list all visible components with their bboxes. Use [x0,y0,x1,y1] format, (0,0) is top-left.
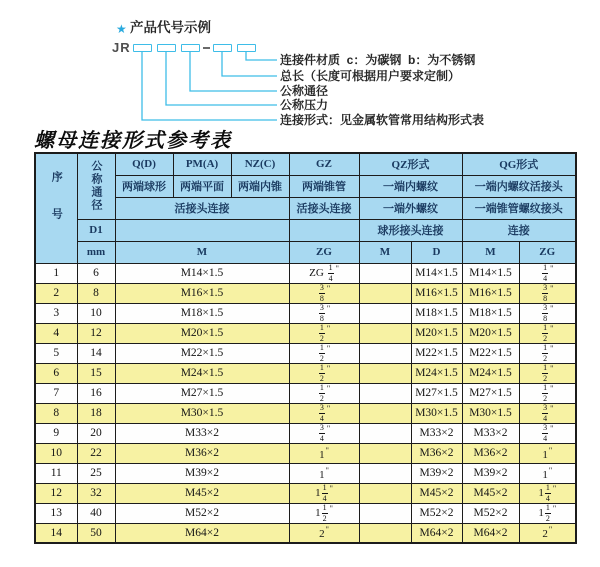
m-cell: M64×2 [115,523,289,543]
qz-m-cell [359,283,411,303]
header-qg-m: M [462,241,519,263]
qz-d-cell: M27×1.5 [411,383,462,403]
seq-cell: 5 [35,343,77,363]
qz-d-cell: M33×2 [411,423,462,443]
seq-cell: 9 [35,423,77,443]
m-cell: M30×1.5 [115,403,289,423]
header-code-gz: GZ [289,153,359,175]
seq-cell: 14 [35,523,77,543]
qg-zg-cell: $\frac{3}{8}$ " [519,303,576,323]
qg-m-cell: M22×1.5 [462,343,519,363]
header-mm: mm [77,241,115,263]
qg-zg-cell: $\frac{1}{4}$ " [519,263,576,283]
qz-m-cell [359,423,411,443]
qg-m-cell: M20×1.5 [462,323,519,343]
dn-cell: 16 [77,383,115,403]
qg-m-cell: M45×2 [462,483,519,503]
header-code-qg: QG形式 [462,153,576,175]
qg-m-cell: M64×2 [462,523,519,543]
m-cell: M24×1.5 [115,363,289,383]
header-conn-left: 活接头连接 [115,197,289,219]
gz-zg-cell: 1" [289,463,359,483]
seq-cell: 2 [35,283,77,303]
table-row [35,483,576,503]
qz-d-cell: M52×2 [411,503,462,523]
qg-zg-cell: $\frac{1}{2}$ " [519,383,576,403]
header-seq: 序号 [35,153,77,263]
seq-cell: 12 [35,483,77,503]
qz-m-cell [359,463,411,483]
qz-m-cell [359,443,411,463]
qg-zg-cell: 1 $\frac{1}{4}$ " [519,483,576,503]
qg-zg-cell: 1" [519,443,576,463]
gz-zg-cell: $\frac{3}{8}$ " [289,283,359,303]
header-conn2-qg: 连接 [462,219,576,241]
m-cell: M18×1.5 [115,303,289,323]
gz-zg-cell: ZG $\frac{1}{4}$ " [289,263,359,283]
m-cell: M52×2 [115,503,289,523]
header-desc-qz: 一端内螺纹 [359,175,462,197]
dn-cell: 50 [77,523,115,543]
header-conn2-qz: 球形接头连接 [359,219,462,241]
header-desc-q: 两端球形 [115,175,173,197]
qz-d-cell: M20×1.5 [411,323,462,343]
qz-m-cell [359,383,411,403]
dn-cell: 12 [77,323,115,343]
seq-cell: 13 [35,503,77,523]
dn-cell: 6 [77,263,115,283]
label-nominal-diameter: 公称通径 [280,84,329,98]
table-row [35,263,576,283]
header-desc-qg: 一端内螺纹活接头 [462,175,576,197]
header-code-qz: QZ形式 [359,153,462,175]
qz-m-cell [359,523,411,543]
table-row [35,343,576,363]
qg-zg-cell: $\frac{3}{4}$ " [519,423,576,443]
header-desc-gz: 两端锥管 [289,175,359,197]
qz-m-cell [359,303,411,323]
header-zg: ZG [289,241,359,263]
nut-connection-reference-table [34,152,577,544]
gz-zg-cell: $\frac{1}{2}$ " [289,383,359,403]
qz-d-cell: M24×1.5 [411,363,462,383]
gz-zg-cell: $\frac{1}{2}$ " [289,323,359,343]
qg-m-cell: M14×1.5 [462,263,519,283]
header-empty-left [115,219,289,241]
header-conn-gz: 活接头连接 [289,197,359,219]
qg-zg-cell: $\frac{3}{8}$ " [519,283,576,303]
qz-d-cell: M14×1.5 [411,263,462,283]
diagram-title: 产品代号示例 [130,20,211,35]
table-row [35,403,576,423]
gz-zg-cell: 1" [289,443,359,463]
label-total-length: 总长（长度可根据用户要求定制） [280,69,461,83]
qz-d-cell: M39×2 [411,463,462,483]
table-row [35,423,576,443]
dn-cell: 32 [77,483,115,503]
m-cell: M22×1.5 [115,343,289,363]
seq-cell: 4 [35,323,77,343]
gz-zg-cell: $\frac{3}{8}$ " [289,303,359,323]
qg-m-cell: M33×2 [462,423,519,443]
qg-m-cell: M16×1.5 [462,283,519,303]
seq-cell: 1 [35,263,77,283]
dn-cell: 14 [77,343,115,363]
header-conn-qz: 一端外螺纹 [359,197,462,219]
seq-cell: 6 [35,363,77,383]
qg-zg-cell: 2" [519,523,576,543]
table-title: 螺母连接形式参考表 [34,128,232,152]
qz-d-cell: M45×2 [411,483,462,503]
qg-zg-cell: $\frac{1}{2}$ " [519,343,576,363]
star-icon: ★ [116,22,127,36]
seq-cell: 8 [35,403,77,423]
header-code-q: Q(D) [115,153,173,175]
seq-cell: 3 [35,303,77,323]
qg-m-cell: M30×1.5 [462,403,519,423]
qz-d-cell: M22×1.5 [411,343,462,363]
m-cell: M14×1.5 [115,263,289,283]
dn-cell: 22 [77,443,115,463]
qz-d-cell: M36×2 [411,443,462,463]
header-qz-m: M [359,241,411,263]
gz-zg-cell: 2" [289,523,359,543]
table-row [35,303,576,323]
qg-zg-cell: $\frac{1}{2}$ " [519,323,576,343]
table-header [35,153,576,263]
qg-m-cell: M24×1.5 [462,363,519,383]
seq-cell: 10 [35,443,77,463]
dn-cell: 20 [77,423,115,443]
qz-d-cell: M30×1.5 [411,403,462,423]
dn-cell: 15 [77,363,115,383]
gz-zg-cell: 1 $\frac{1}{2}$ " [289,503,359,523]
m-cell: M36×2 [115,443,289,463]
table-row [35,523,576,543]
header-desc-pm: 两端平面 [173,175,231,197]
m-cell: M45×2 [115,483,289,503]
qz-m-cell [359,343,411,363]
qg-m-cell: M39×2 [462,463,519,483]
product-code-prefix: JR [112,40,131,55]
qg-zg-cell: 1" [519,463,576,483]
header-empty-gz [289,219,359,241]
m-cell: M39×2 [115,463,289,483]
qg-zg-cell: $\frac{3}{4}$ " [519,403,576,423]
header-conn-qg: 一端锥管螺纹接头 [462,197,576,219]
qz-m-cell [359,323,411,343]
header-code-pm: PM(A) [173,153,231,175]
qz-m-cell [359,483,411,503]
gz-zg-cell: $\frac{1}{2}$ " [289,363,359,383]
qg-m-cell: M36×2 [462,443,519,463]
gz-zg-cell: 1 $\frac{1}{4}$ " [289,483,359,503]
table-row [35,363,576,383]
m-cell: M33×2 [115,423,289,443]
table-row [35,323,576,343]
table-row [35,503,576,523]
header-desc-nz: 两端内锥 [231,175,289,197]
m-cell: M20×1.5 [115,323,289,343]
table-row [35,283,576,303]
qz-m-cell [359,503,411,523]
gz-zg-cell: $\frac{1}{2}$ " [289,343,359,363]
table-body [35,263,576,543]
m-cell: M27×1.5 [115,383,289,403]
dn-cell: 10 [77,303,115,323]
header-qz-d: D [411,241,462,263]
qz-m-cell [359,403,411,423]
dn-cell: 8 [77,283,115,303]
header-nominal-diameter: 公称通径 [77,153,115,219]
m-cell: M16×1.5 [115,283,289,303]
qz-d-cell: M18×1.5 [411,303,462,323]
qg-m-cell: M52×2 [462,503,519,523]
header-d1: D1 [77,219,115,241]
qg-zg-cell: 1 $\frac{1}{2}$ " [519,503,576,523]
label-connection-form: 连接形式：见金属软管常用结构形式表 [280,113,485,127]
table-row [35,463,576,483]
qz-m-cell [359,263,411,283]
dn-cell: 25 [77,463,115,483]
header-qg-zg: ZG [519,241,576,263]
seq-cell: 7 [35,383,77,403]
table-row [35,443,576,463]
seq-cell: 11 [35,463,77,483]
dn-cell: 40 [77,503,115,523]
qg-m-cell: M18×1.5 [462,303,519,323]
qz-d-cell: M64×2 [411,523,462,543]
header-code-nz: NZ(C) [231,153,289,175]
qz-d-cell: M16×1.5 [411,283,462,303]
gz-zg-cell: $\frac{3}{4}$ " [289,423,359,443]
gz-zg-cell: $\frac{3}{4}$ " [289,403,359,423]
label-material: 连接件材质 c：为碳钢 b：为不锈钢 [280,53,476,67]
qg-zg-cell: $\frac{1}{2}$ " [519,363,576,383]
dn-cell: 18 [77,403,115,423]
header-m: M [115,241,289,263]
table-row [35,383,576,403]
qg-m-cell: M27×1.5 [462,383,519,403]
qz-m-cell [359,363,411,383]
label-nominal-pressure: 公称压力 [280,98,329,112]
